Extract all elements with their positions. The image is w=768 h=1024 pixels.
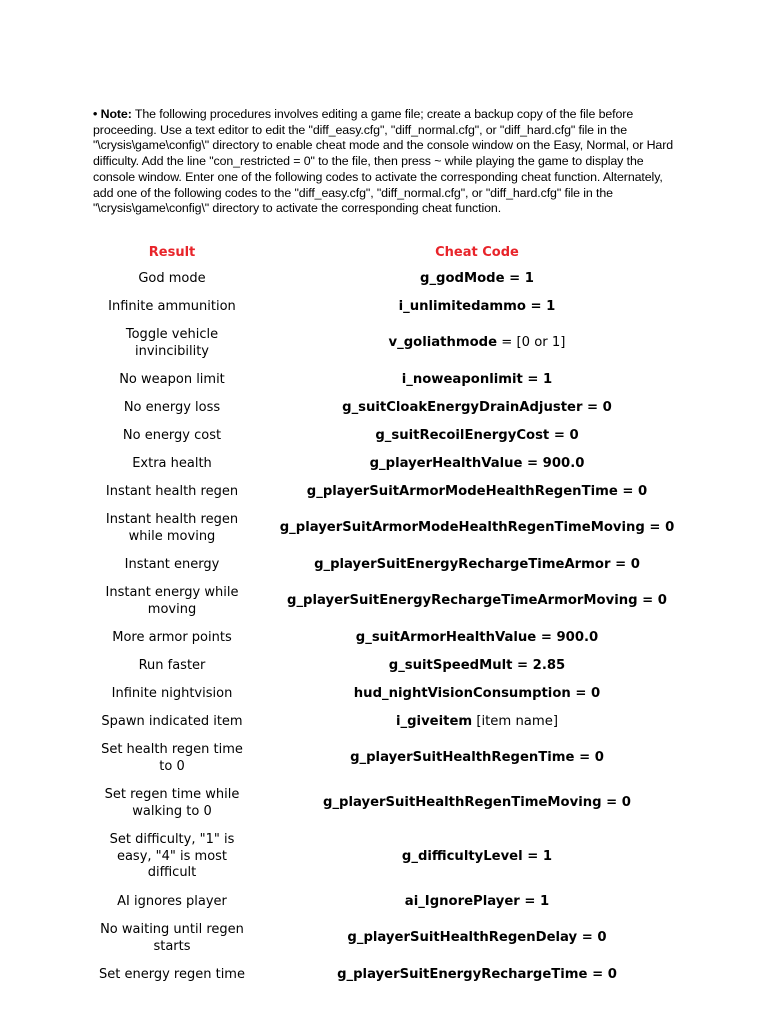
cheat-code-cell bbox=[254, 506, 700, 551]
note-label: Note: bbox=[100, 107, 132, 121]
result-cell: Set difficulty, "1" is easy, "4" is most difficult bbox=[109, 832, 235, 881]
cheat-value: = 0 bbox=[601, 795, 631, 811]
cheat-code-cell bbox=[254, 366, 700, 394]
table-row bbox=[90, 321, 700, 366]
cheat-variable: i_giveitem bbox=[396, 713, 473, 729]
cheat-variable: g_difficultyLevel bbox=[401, 848, 523, 864]
table-row bbox=[90, 450, 700, 478]
cheat-code-cell bbox=[254, 394, 700, 422]
cheat-variable: g_godMode bbox=[420, 270, 505, 286]
result-cell: Instant energy bbox=[124, 556, 220, 572]
cheat-variable: g_playerSuitArmorModeHealthRegenTime bbox=[306, 483, 618, 499]
cheat-code-cell bbox=[254, 478, 700, 506]
cheat-value: = 0 bbox=[637, 593, 667, 609]
result-cell: No waiting until regen starts bbox=[100, 922, 244, 954]
cheat-variable: g_suitRecoilEnergyCost bbox=[375, 427, 550, 443]
table-row bbox=[90, 888, 700, 916]
result-cell: Instant health regen bbox=[105, 483, 239, 499]
cheat-code-cell bbox=[254, 916, 700, 961]
table-row bbox=[90, 736, 700, 781]
cheat-value: = 2.85 bbox=[512, 657, 566, 673]
cheat-variable: g_playerSuitArmorModeHealthRegenTimeMoving bbox=[279, 520, 645, 536]
note-text: The following procedures involves editing a game file; create a backup copy of the file before proceeding. Use a text editor to edit the "diff_easy.cfg", "diff_normal.cfg", or "diff_hard.cfg" file in the "\crysis\game\config\" directory to enable cheat mode and the console window on the Easy, Normal, or Hard difficulty. Add the line "con_restricted = 0" to the file, then press ~ while playing the game to display the console window. Enter one of the following codes to activate the corresponding cheat function. Alternately, add one of the following codes to the "diff_easy.cfg", "diff_normal.cfg", or "diff_hard.cfg" file in the "\crysis\game\config\" directory to activate the corresponding cheat function. bbox=[93, 107, 674, 216]
cheat-variable: g_playerSuitEnergyRechargeTimeArmorMoving bbox=[287, 593, 638, 609]
cheat-code-cell bbox=[254, 781, 700, 826]
table-row bbox=[90, 394, 700, 422]
result-cell: Set health regen time to 0 bbox=[101, 742, 243, 774]
result-cell: Infinite ammunition bbox=[108, 298, 236, 314]
result-cell: Extra health bbox=[132, 455, 212, 471]
note-paragraph bbox=[93, 107, 683, 217]
cheat-variable: i_noweaponlimit bbox=[401, 371, 523, 387]
table-row bbox=[90, 265, 700, 293]
cheat-variable: g_playerSuitEnergyRechargeTime bbox=[337, 966, 588, 982]
cheat-variable: g_playerSuitHealthRegenTimeMoving bbox=[323, 795, 602, 811]
cheat-value: [item name] bbox=[472, 713, 558, 729]
table-header-row bbox=[90, 240, 700, 265]
cheat-code-cell bbox=[254, 888, 700, 916]
result-cell: Set energy regen time bbox=[99, 966, 245, 982]
cheat-value: = 900.0 bbox=[536, 629, 599, 645]
result-cell: Set regen time while walking to 0 bbox=[104, 787, 240, 819]
cheat-table bbox=[90, 240, 700, 989]
cheat-value: = 0 bbox=[577, 930, 607, 946]
table-row bbox=[90, 579, 700, 624]
result-cell: No energy loss bbox=[123, 399, 221, 415]
cheat-value: = [0 or 1] bbox=[497, 335, 566, 351]
cheat-value: = 0 bbox=[644, 520, 675, 536]
result-cell: Run faster bbox=[138, 657, 206, 673]
cheat-code-cell bbox=[254, 551, 700, 579]
cheat-code-cell bbox=[254, 450, 700, 478]
result-cell: No energy cost bbox=[122, 427, 222, 443]
header-cheat-code: Cheat Code bbox=[435, 245, 519, 260]
result-cell: Instant health regen while moving bbox=[105, 512, 239, 544]
cheat-variable: ai_IgnorePlayer bbox=[404, 893, 520, 909]
cheat-code-cell bbox=[254, 736, 700, 781]
cheat-code-cell bbox=[254, 826, 700, 888]
cheat-variable: i_unlimitedammo bbox=[398, 298, 526, 314]
cheat-code-cell bbox=[254, 961, 700, 989]
table-row bbox=[90, 478, 700, 506]
cheat-code-cell bbox=[254, 624, 700, 652]
cheat-variable: g_playerSuitHealthRegenTime bbox=[350, 750, 575, 766]
cheat-variable: g_suitSpeedMult bbox=[388, 657, 513, 673]
result-cell: Spawn indicated item bbox=[101, 713, 243, 729]
cheat-code-cell bbox=[254, 422, 700, 450]
cheat-variable: g_playerHealthValue bbox=[369, 455, 523, 471]
cheat-variable: g_playerSuitHealthRegenDelay bbox=[347, 930, 578, 946]
cheat-value: = 1 bbox=[519, 893, 550, 909]
table-row bbox=[90, 680, 700, 708]
cheat-value: = 0 bbox=[587, 966, 617, 982]
cheat-value: = 1 bbox=[504, 270, 534, 286]
table-row bbox=[90, 826, 700, 888]
cheat-code-cell bbox=[254, 265, 700, 293]
result-cell: Instant energy while moving bbox=[105, 585, 239, 617]
table-row bbox=[90, 551, 700, 579]
cheat-value: = 0 bbox=[549, 427, 579, 443]
table-row bbox=[90, 506, 700, 551]
cheat-variable: g_suitArmorHealthValue bbox=[355, 629, 537, 645]
table-row bbox=[90, 961, 700, 989]
cheat-code-cell bbox=[254, 708, 700, 736]
result-cell: God mode bbox=[138, 270, 206, 286]
cheat-variable: v_goliathmode bbox=[388, 335, 498, 351]
cheat-code-cell bbox=[254, 680, 700, 708]
table-row bbox=[90, 781, 700, 826]
table-row bbox=[90, 916, 700, 961]
cheat-value: = 0 bbox=[582, 399, 612, 415]
table-row bbox=[90, 293, 700, 321]
cheat-value: = 0 bbox=[617, 483, 648, 499]
result-cell: Toggle vehicle invincibility bbox=[125, 327, 219, 359]
bullet: • bbox=[93, 107, 98, 121]
cheat-value: = 1 bbox=[525, 298, 556, 314]
cheat-value: = 0 bbox=[574, 750, 604, 766]
result-cell: More armor points bbox=[112, 629, 232, 645]
cheat-value: = 900.0 bbox=[522, 455, 585, 471]
cheat-variable: g_playerSuitEnergyRechargeTimeArmor bbox=[314, 556, 611, 572]
cheat-code-cell bbox=[254, 579, 700, 624]
result-cell: No weapon limit bbox=[119, 371, 225, 387]
cheat-value: = 1 bbox=[522, 371, 553, 387]
table-row bbox=[90, 624, 700, 652]
table-row bbox=[90, 422, 700, 450]
cheat-variable: hud_nightVisionConsumption bbox=[353, 685, 571, 701]
cheat-value: = 1 bbox=[522, 848, 553, 864]
header-result: Result bbox=[148, 245, 196, 260]
cheat-value: = 0 bbox=[570, 685, 601, 701]
result-cell: Infinite nightvision bbox=[111, 685, 233, 701]
table-row bbox=[90, 652, 700, 680]
result-cell: AI ignores player bbox=[117, 893, 227, 909]
table-row bbox=[90, 708, 700, 736]
cheat-code-cell bbox=[254, 293, 700, 321]
table-row bbox=[90, 366, 700, 394]
cheat-code-cell bbox=[254, 652, 700, 680]
cheat-value: = 0 bbox=[610, 556, 640, 572]
cheat-variable: g_suitCloakEnergyDrainAdjuster bbox=[342, 399, 583, 415]
cheat-code-cell bbox=[254, 321, 700, 366]
